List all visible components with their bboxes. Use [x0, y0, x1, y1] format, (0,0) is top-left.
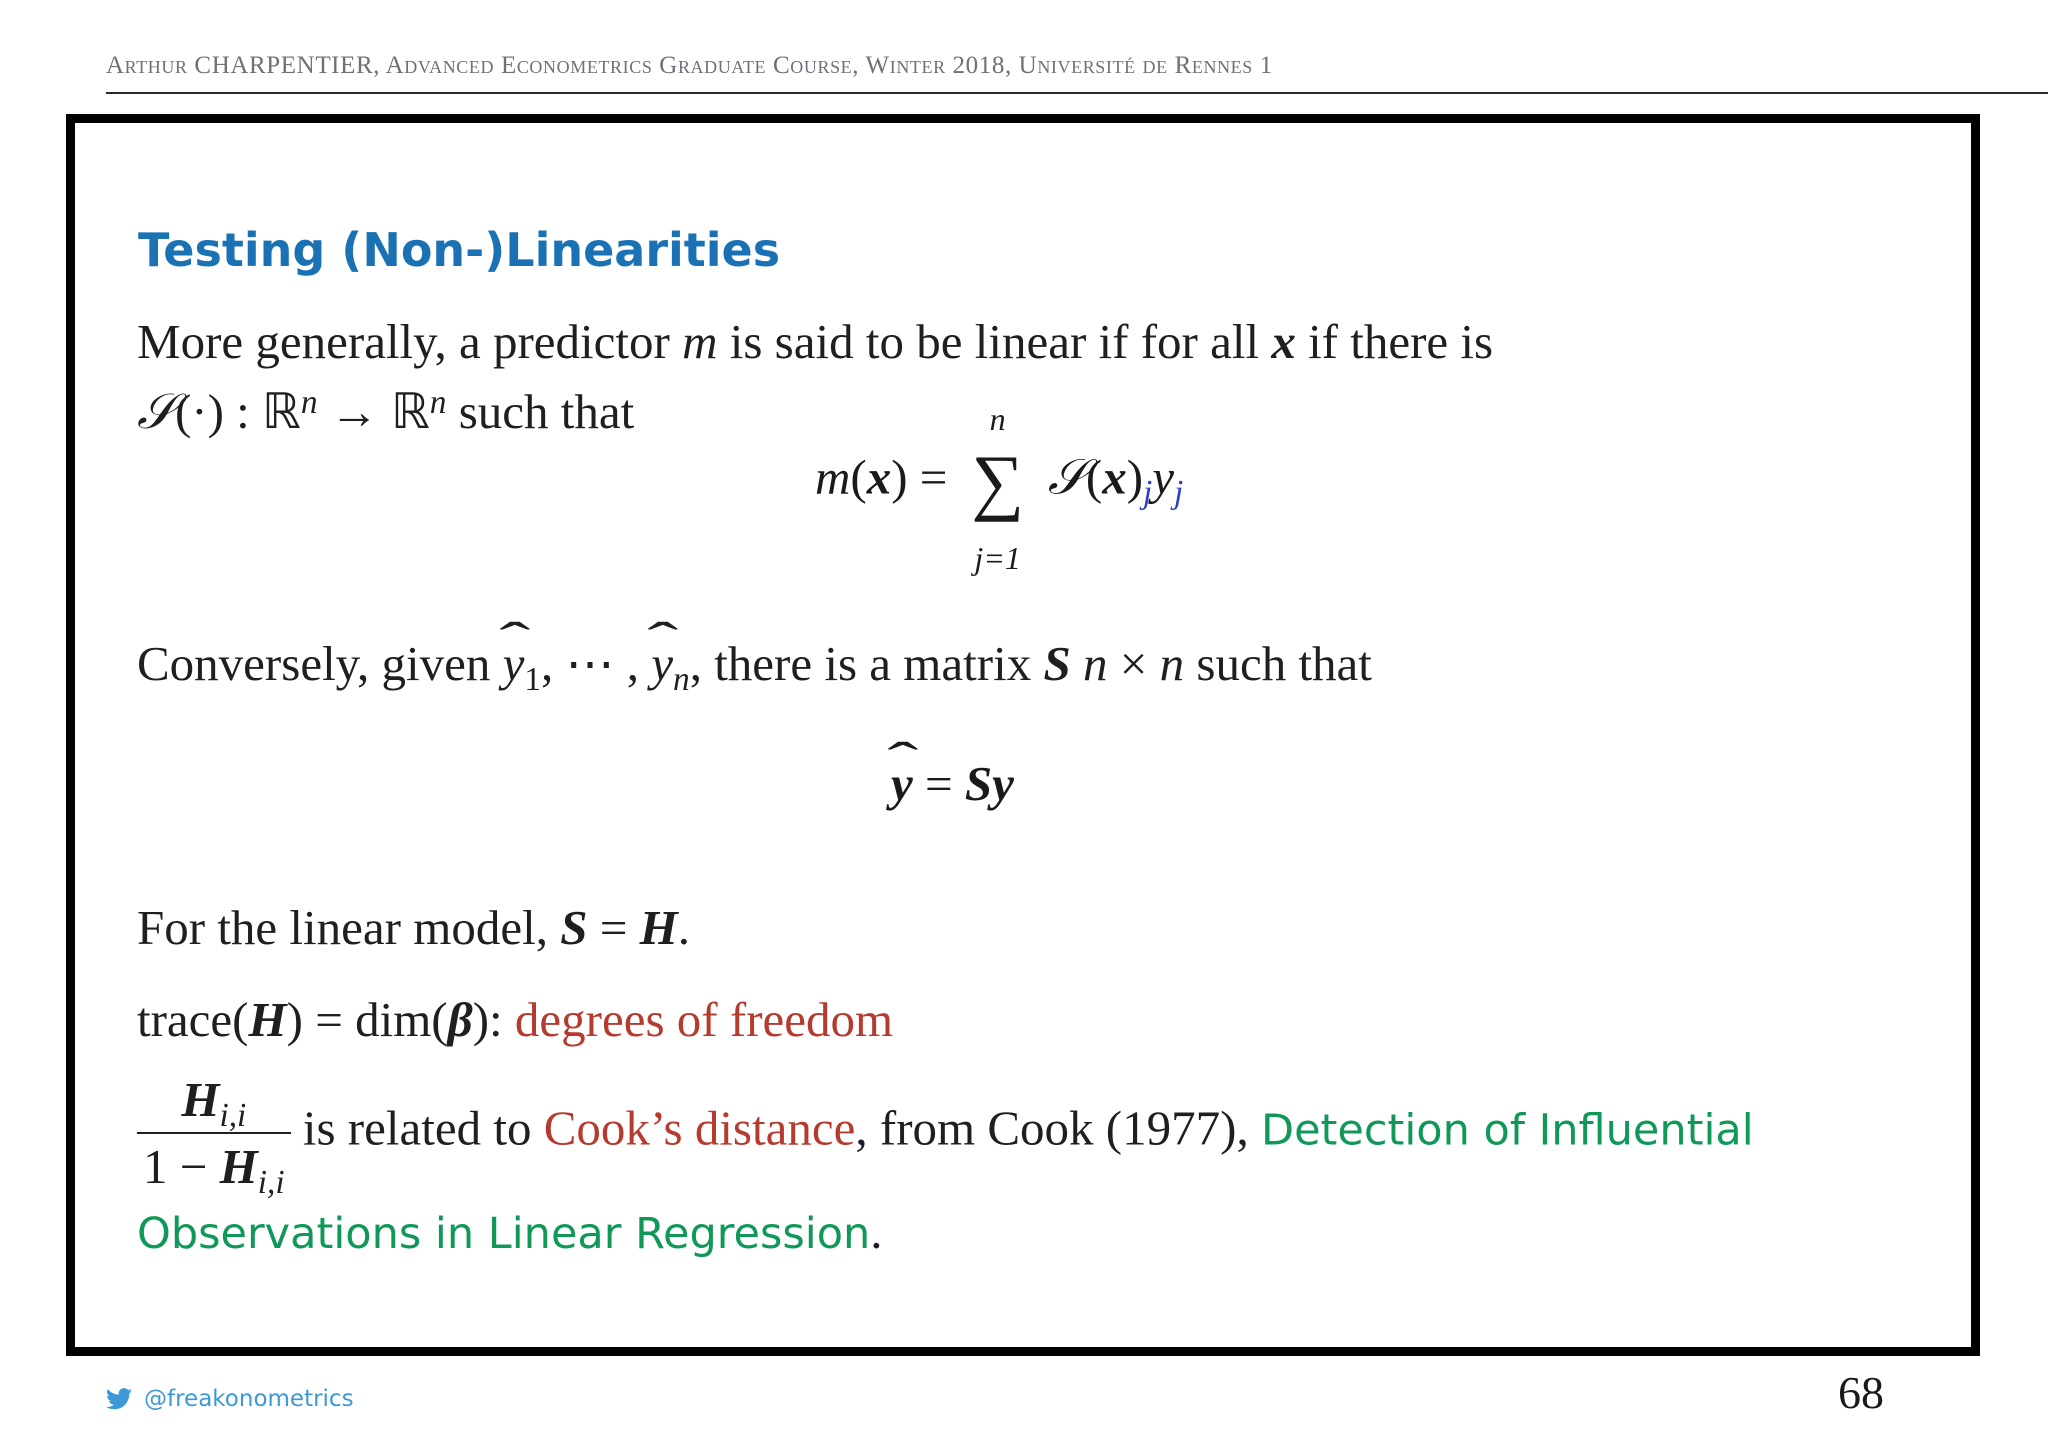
text-segment: such that: [458, 384, 635, 439]
header-course-info: Arthur CHARPENTIER, Advanced Econometrics Graduate Course, Winter 2018, Université de Rennes 1: [106, 52, 1273, 79]
math-matrix-s-dim: S n × n: [1043, 636, 1185, 691]
math-operator-s-mapping: 𝒮(·) : ℝ$^n$ → ℝ$^n$: [137, 384, 447, 439]
math-fitted-values: ˆ $y_1$, ⋯ , ˆ $y_n$,: [503, 636, 702, 691]
text-segment: is said to be linear if for all: [729, 314, 1260, 369]
paragraph-trace: [137, 991, 893, 1048]
header-rule: [106, 92, 2048, 94]
paper-title-link-line1[interactable]: Detection of Influential: [1260, 1105, 1754, 1156]
text-segment: is related to: [302, 1100, 532, 1156]
page-number: 68: [1838, 1367, 1884, 1418]
equation-yhat-sy: ˆ y = Sy: [891, 755, 1014, 812]
slide-title: Testing (Non-)Linearities: [138, 223, 781, 277]
math-trace-dim: trace(H) = dim(β):: [137, 992, 503, 1047]
paragraph-linear-model: [137, 899, 690, 956]
paper-title-link-line2[interactable]: Observations in Linear Regression: [137, 1209, 871, 1259]
twitter-bird-icon: [106, 1388, 132, 1410]
text-segment: .: [870, 1204, 883, 1259]
degrees-of-freedom-label: degrees of freedom: [514, 992, 894, 1047]
text-segment: Conversely, given: [137, 636, 491, 691]
math-var-m: m: [682, 314, 718, 369]
twitter-handle[interactable]: @freakonometrics: [144, 1386, 354, 1412]
text-segment: For the linear model,: [137, 900, 548, 955]
text-segment: , from Cook (1977),: [855, 1100, 1249, 1156]
text-segment: More generally, a predictor: [137, 314, 670, 369]
math-s-equals-h: S = H.: [560, 900, 690, 955]
math-var-x: x: [1271, 314, 1296, 369]
paragraph-cooks-distance: [137, 1071, 1754, 1201]
text-segment: if there is: [1308, 314, 1494, 369]
slide-frame: [66, 114, 1980, 1356]
footer-twitter[interactable]: [106, 1386, 354, 1412]
text-segment: such that: [1196, 636, 1372, 691]
summation-symbol: n ∑ j=1: [971, 401, 1025, 576]
paragraph-linear-definition: [137, 313, 1493, 370]
paragraph-paper-title-cont: [137, 1203, 883, 1260]
equation-linear-smoother: m(x) = n ∑ j=1 $𝒮(x)_jy_j$: [815, 401, 1184, 576]
paragraph-linear-definition-line2: [137, 383, 634, 441]
math-fraction-leverage: $\frac{H_{i,i}}{1 - H_{i,i}}$: [137, 1071, 291, 1195]
text-segment: there is a matrix: [714, 636, 1032, 691]
paragraph-conversely: [137, 635, 1372, 698]
cooks-distance-link[interactable]: Cook’s distance: [543, 1100, 856, 1156]
